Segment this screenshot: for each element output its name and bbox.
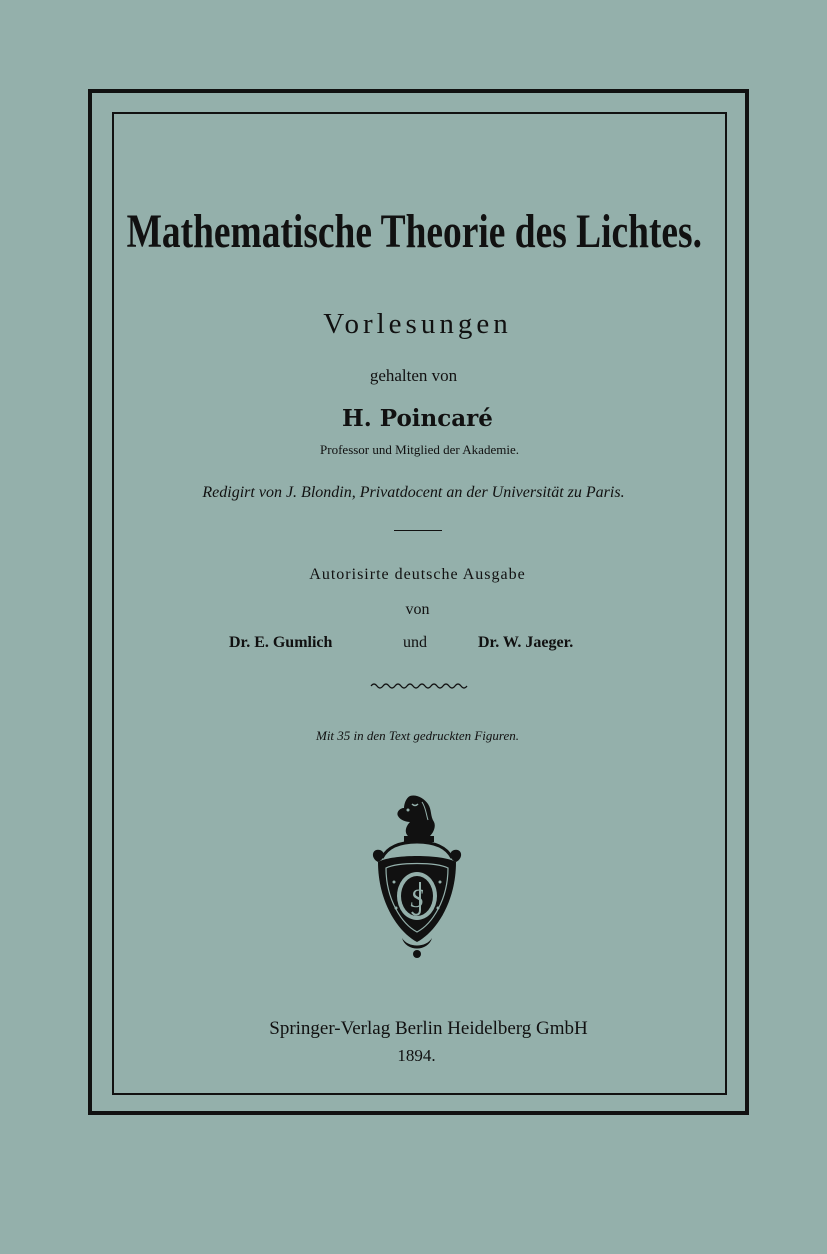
figures-note: Mit 35 in den Text gedruckten Figuren. [315,728,520,743]
translator-1: Dr. E. Gumlich [229,634,333,651]
edition-label: Autorisirte deutsche Ausgabe [309,566,526,583]
springer-knight-icon [368,792,466,960]
editor-note: Redigirt von J. Blondin, Privatdocent an der Universität zu Paris. [202,484,625,501]
translator-conjunction: und [403,634,427,651]
author-role: Professor und Mitglied der Akademie. [320,442,519,457]
delivered-by: gehalten von [369,366,458,385]
publisher-name: Springer-Verlag Berlin Heidelberg GmbH [269,1018,588,1039]
publication-year: 1894. [397,1046,436,1065]
svg-text:S: S [410,884,424,913]
book-title: Mathematische Theorie des Lichtes. [126,205,702,258]
book-subtitle: Vorlesungen [323,308,512,340]
author-name: H. Poincaré [342,405,493,432]
divider-rule [394,530,442,531]
translator-2: Dr. W. Jaeger. [478,634,574,651]
edition-by: von [405,601,430,618]
wavy-divider [370,681,468,691]
